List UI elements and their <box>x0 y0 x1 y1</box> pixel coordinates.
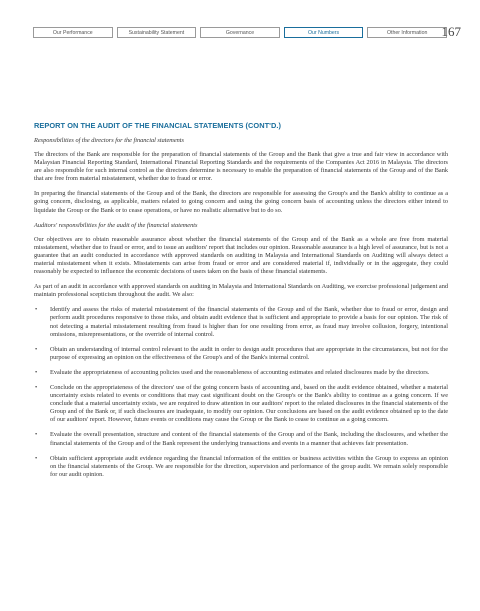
list-item-text: Obtain an understanding of internal control relevant to the audit in order to design audit procedures that are appropriate in the circumstances, but not for the purpose of expressing an opinion on the effectiveness of the Group's and of the Bank's internal control. <box>50 345 448 361</box>
list-item <box>34 384 448 424</box>
bullet-icon: • <box>35 454 38 462</box>
tab-our-performance[interactable]: Our Performance <box>33 27 113 38</box>
directors-paragraph: The directors of the Bank are responsible for the preparation of financial statements of the Group and the Bank that give a true and fair view in accordance with Malaysian Financial Reporting Standard, International Financial Reporting Standards and the requirements of the Companies Act 2016 in Malaysia. The directors are also responsible for such internal control as the directors determine is necessary to enable the preparation of financial statements of the Group and of the Bank that are free from material misstatement, whether due to fraud or error. <box>34 151 448 183</box>
bullet-icon: • <box>35 345 38 353</box>
auditors-paragraph: Our objectives are to obtain reasonable assurance about whether the financial statements of the Group and of the Bank as a whole are free from material misstatement, whether due to fraud or error, and to issue an auditors' report that includes our opinion. Reasonable assurance is a high level of assurance, but is not a guarantee that an audit conducted in accordance with approved standards on auditing in Malaysia and International Standards on Auditing will always detect a material misstatement when it exists. Misstatements can arise from fraud or error and are considered material if, individually or in the aggregate, they could reasonably be expected to influence the economic decisions of users taken on the basis of these financial statements. <box>34 235 448 276</box>
auditors-responsibilities-heading: Auditors' responsibilities for the audit of the financial statements <box>34 221 198 229</box>
report-title: REPORT ON THE AUDIT OF THE FINANCIAL STATEMENTS (CONT'D.) <box>34 121 281 130</box>
list-item-text: Obtain sufficient appropriate audit evidence regarding the financial information of the entities or business activities within the Group to express an opinion on the financial statements of the Group. We are responsible for the direction, supervision and performance of the group audit. We remain solely responsible for our audit opinion. <box>50 454 448 478</box>
list-item <box>34 346 448 362</box>
list-item-text: Conclude on the appropriateness of the directors' use of the going concern basis of accounting and, based on the audit evidence obtained, whether a material uncertainty exists related to events or conditions that may cast significant doubt on the Group's or the Bank's ability to continue as a going concern. If we conclude that a material uncertainty exists, we are required to draw attention in our auditors' report to the related disclosures in the financial statements of the Group and of the Bank or, if such disclosures are inadequate, to modify our opinion. Our conclusions are based on the audit evidence obtained up to the date of our auditors' report. However, future events or conditions may cause the Group or the Bank to cease to continue as a going concern. <box>50 383 448 424</box>
directors-paragraph: In preparing the financial statements of the Group and of the Bank, the directors are responsible for assessing the Group's and the Bank's ability to continue as a going concern, disclosing, as applicable, matters related to going concern and using the going concern basis of accounting unless the directors either intend to liquidate the Group or the Bank or to cease operations, or have no realistic alternative but to do so. <box>34 190 448 214</box>
section-navigation <box>33 27 447 39</box>
list-item <box>34 455 448 479</box>
tab-other-information[interactable]: Other Information <box>367 27 447 38</box>
auditors-paragraph: As part of an audit in accordance with approved standards on auditing in Malaysia and International Standards on Auditing, we exercise professional judgement and maintain professional scepticism throughout the audit. We also: <box>34 283 448 299</box>
bullet-icon: • <box>35 383 38 391</box>
tab-our-numbers[interactable]: Our Numbers <box>284 27 364 38</box>
bullet-icon: • <box>35 306 38 314</box>
audit-procedures-list <box>34 306 448 479</box>
directors-responsibilities-heading: Responsibilities of the directors for the financial statements <box>34 137 185 144</box>
list-item-text: Evaluate the appropriateness of accounting policies used and the reasonableness of accounting estimates and related disclosures made by the directors. <box>50 368 430 376</box>
page-number: 167 <box>441 24 461 39</box>
bullet-icon: • <box>35 431 38 439</box>
list-item <box>34 369 448 377</box>
list-item <box>34 306 448 338</box>
report-content <box>34 121 448 486</box>
bullet-icon: • <box>35 368 38 376</box>
list-item-text: Evaluate the overall presentation, structure and content of the financial statements of the Group and of the Bank, including the disclosures, and whether the financial statements of the Group and of the Bank represent the underlying transactions and events in a manner that achieves fair presentation. <box>50 431 448 447</box>
list-item-text: Identify and assess the risks of material misstatement of the financial statements of the Group and of the Bank, whether due to fraud or error, design and perform audit procedures responsive to those risks, and obtain audit evidence that is sufficient and appropriate to provide a basis for our opinion. The risk of not detecting a material misstatement resulting from fraud is higher than for one resulting from error, as fraud may involve collusion, forgery, intentional omissions, misrepresentations, or the override of internal control. <box>50 306 448 338</box>
list-item <box>34 431 448 447</box>
tab-governance[interactable]: Governance <box>200 27 280 38</box>
tab-sustainability-statement[interactable]: Sustainability Statement <box>117 27 197 38</box>
